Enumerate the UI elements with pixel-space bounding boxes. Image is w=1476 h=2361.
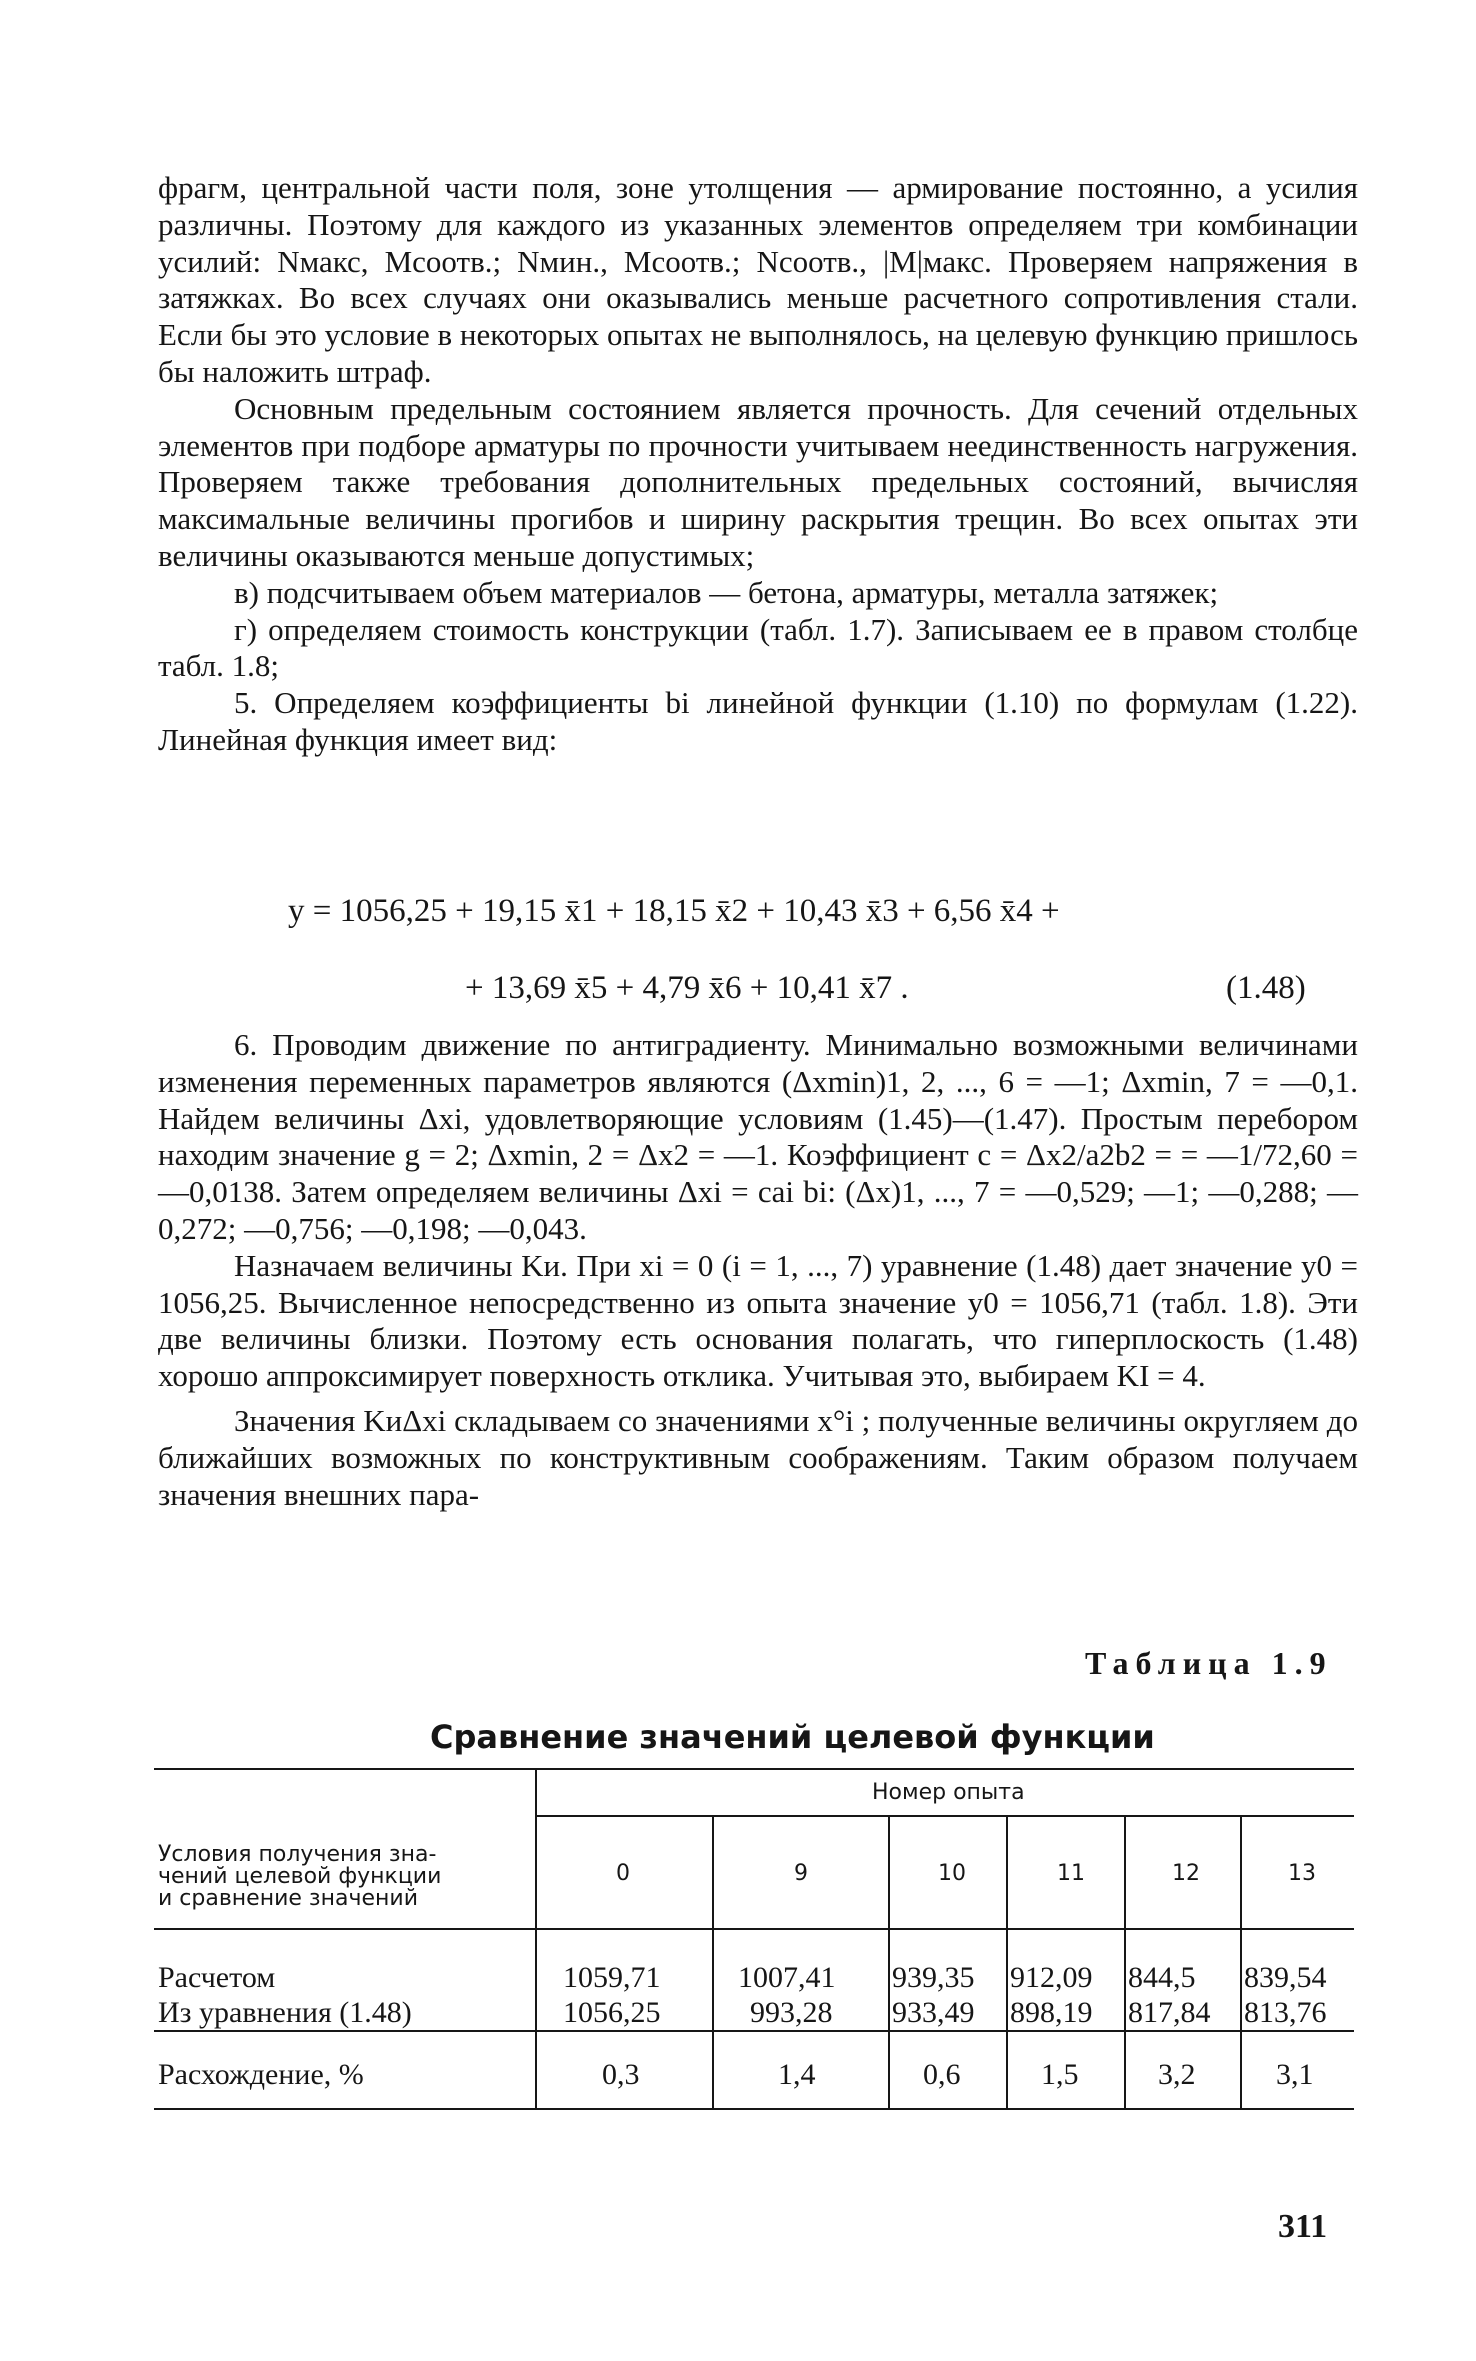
paragraph-2: Основным предельным состоянием является прочность. Для сечений отдельных элементов при подборе арматуры по прочности учитываем неединственность нагружения. Проверяем также требования дополнительных предельных состояний, вычисляя максимальные величины прогибов и ширину раскрытия трещин. Во всех опытах эти величины оказываются меньше допустимых; <box>158 390 1358 573</box>
table-rule-col <box>1006 1815 1008 2108</box>
comparison-table <box>154 1768 1354 2113</box>
table-rule-col <box>888 1815 890 2108</box>
paragraph-5: 5. Определяем коэффициенты bi линейной функции (1.10) по формулам (1.22). Линейная функция имеет вид: <box>158 685 1358 757</box>
table-rule-bottom <box>154 2108 1354 2110</box>
group-head: Номер опыта <box>872 1780 1025 1805</box>
table-caption: Сравнение значений целевой функции <box>430 1718 1155 1756</box>
table-cell: 0,3 <box>602 2058 640 2091</box>
paragraph-7: Назначаем величины Kи. При xi = 0 (i = 1, ..., 7) уравнение (1.48) дает значение y0 = 1056,25. Вычисленное непосредственно из опыта значение y0 = 1056,71 (табл. 1.8). Эти две величины близки. Поэтому есть основания полагать, что гиперплоскость (1.48) хорошо аппроксимирует поверхность отклика. Учитывая это, выбираем KI = 4. <box>158 1247 1358 1394</box>
stub-head-line-1: Условия получения зна- <box>158 1842 437 1867</box>
table-cell: 0,6 <box>923 2058 961 2091</box>
column-head: 11 <box>1057 1861 1085 1886</box>
column-head: 13 <box>1288 1861 1316 1886</box>
column-head: 0 <box>616 1861 630 1886</box>
paragraph-8: Значения KиΔxi складываем со значениями x°i ; полученные величины округляем до ближайших возможных по конструктивным соображениям. Таким образом получаем значения внешних пара- <box>158 1402 1358 1512</box>
table-rule-stub <box>535 1768 537 2108</box>
table-rule-body <box>154 2030 1354 2032</box>
table-rule-group <box>536 1815 1354 1817</box>
paragraph-3: в) подсчитываем объем материалов — бетона, арматуры, металла затяжек; <box>234 574 1219 610</box>
body-text-top <box>158 170 1358 759</box>
row-label-difference: Расхождение, % <box>158 2058 364 2091</box>
stub-head-line-2: чений целевой функции <box>158 1864 442 1889</box>
formula-line-2: + 13,69 x̄5 + 4,79 x̄6 + 10,41 x̄7 . <box>465 970 909 1006</box>
table-cell: 1007,41 <box>738 1961 836 1994</box>
page-number: 311 <box>1278 2208 1328 2245</box>
table-cell: 813,76 <box>1244 1996 1327 2029</box>
table-cell: 1,5 <box>1041 2058 1079 2091</box>
table-cell: 939,35 <box>892 1961 975 1994</box>
equation-number: (1.48) <box>1226 970 1306 1006</box>
column-head: 9 <box>794 1861 808 1886</box>
row-label-calculated: Расчетом <box>158 1961 276 1994</box>
column-head: 10 <box>938 1861 966 1886</box>
table-rule-col <box>712 1815 714 2108</box>
table-cell: 912,09 <box>1010 1961 1093 1994</box>
paragraph-6: 6. Проводим движение по антиградиенту. Минимально возможными величинами изменения переменных параметров являются (Δxmin)1, 2, ..., 6 = —1; Δxmin, 7 = —0,1. Найдем величины Δxi, удовлетворяющие условиям (1.45)—(1.47). Простым перебором находим значение g = 2; Δxmin, 2 = Δx2 = —1. Коэффициент c = Δx2/a2b2 = = —1/72,60 = —0,0138. Затем определяем величины Δxi = cai bi: (Δx)1, ..., 7 = —0,529; —1; —0,288; —0,272; —0,756; —0,198; —0,043. <box>158 1027 1358 1246</box>
table-cell: 1,4 <box>778 2058 816 2091</box>
table-cell: 3,2 <box>1158 2058 1196 2091</box>
table-cell: 993,28 <box>750 1996 833 2029</box>
table-cell: 1059,71 <box>563 1961 661 1994</box>
table-rule-top <box>154 1768 1354 1770</box>
paragraph-4: г) определяем стоимость конструкции (табл. 1.7). Записываем ее в правом столбце табл. 1.8; <box>158 611 1358 684</box>
paragraph-1: фрагм, центральной части поля, зоне утолщения — армирование постоянно, а усилия различны. Поэтому для каждого из указанных элементов определяем три комбинации усилий: Nмакс, Mсоотв.; Nмин., Mсоотв.; Nсоотв., |M|макс. Проверяем напряжения в затяжках. Во всех случаях они оказывались меньше расчетного сопротивления стали. Если бы это условие в некоторых опытах не выполнялось, на целевую функцию пришлось бы наложить штраф. <box>158 170 1359 389</box>
table-cell: 3,1 <box>1276 2058 1314 2091</box>
table-rule-col <box>1124 1815 1126 2108</box>
table-cell: 933,49 <box>892 1996 975 2029</box>
column-head: 12 <box>1172 1861 1200 1886</box>
table-cell: 844,5 <box>1128 1961 1196 1994</box>
formula-line-1: y = 1056,25 + 19,15 x̄1 + 18,15 x̄2 + 10,43 x̄3 + 6,56 x̄4 + <box>288 893 1060 929</box>
table-cell: 1056,25 <box>563 1996 661 2029</box>
table-rule-head <box>154 1928 1354 1930</box>
table-number: Таблица 1.9 <box>1085 1645 1333 1681</box>
table-cell: 839,54 <box>1244 1961 1327 1994</box>
table-cell: 898,19 <box>1010 1996 1093 2029</box>
table-cell: 817,84 <box>1128 1996 1211 2029</box>
stub-head-line-3: и сравнение значений <box>158 1886 419 1911</box>
body-text-bottom <box>158 1027 1358 1513</box>
table-rule-col <box>1240 1815 1242 2108</box>
row-label-equation: Из уравнения (1.48) <box>158 1996 412 2029</box>
